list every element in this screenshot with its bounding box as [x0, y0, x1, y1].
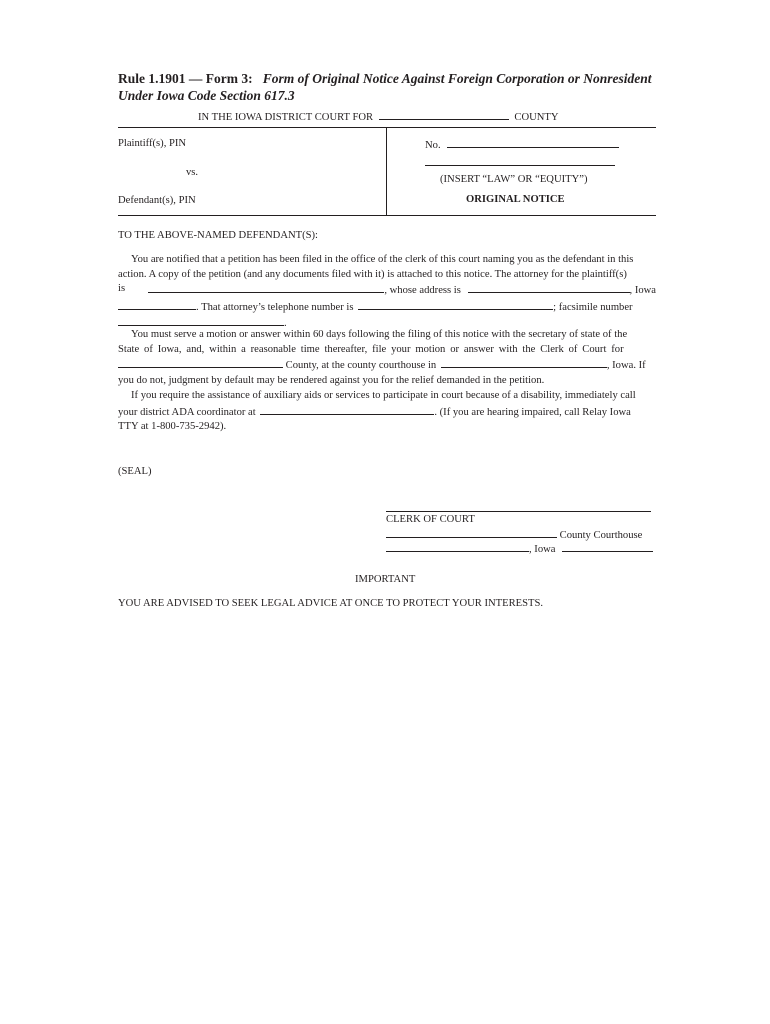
title-line-2: Under Iowa Code Section 617.3 [118, 88, 295, 103]
paragraph-service [118, 328, 656, 388]
p3-line-3: TTY at 1-800-735-2942). [118, 421, 227, 433]
case-number-field[interactable] [447, 137, 619, 148]
p2-line-3 [118, 357, 656, 374]
p1-line-2: action. A copy of the petition (and any documents filed with it) is attached to this notice. The attorney for the plaintiff(s) [118, 268, 627, 280]
p2-county-label: County, at the county courthouse in [285, 360, 437, 372]
vs-label: vs. [186, 167, 199, 178]
caption-bottom-rule [118, 215, 656, 216]
legal-advice-notice: YOU ARE ADVISED TO SEEK LEGAL ADVICE AT ONCE TO PROTECT YOUR INTERESTS. [118, 598, 544, 609]
courthouse-zip-field[interactable] [562, 541, 653, 552]
original-notice-heading: ORIGINAL NOTICE [466, 194, 565, 205]
paragraph-petition [118, 253, 656, 332]
title-line-1: Form of Original Notice Against Foreign Corporation or Nonresident [262, 71, 652, 86]
attorney-zip-field[interactable] [118, 299, 196, 310]
p1-phone-label: . That attorney’s telephone number is [196, 301, 354, 313]
p3-line-1: If you require the assistance of auxiliary aids or services to participate in court because of a disability, immediately call [131, 390, 636, 401]
court-suffix: COUNTY [514, 112, 559, 123]
courthouse-county-field[interactable] [386, 527, 557, 538]
p1-line-1: You are notified that a petition has been filed in the office of the clerk of this court naming you as the defendant in this [131, 254, 634, 265]
form-title-cont [118, 87, 295, 104]
court-line [198, 109, 559, 125]
caption-divider [386, 127, 387, 216]
p1-line-4 [118, 299, 656, 316]
p2-iowa-if: , Iowa. If [606, 360, 646, 372]
p1-iowa: , Iowa [629, 285, 656, 297]
courthouse-city-sig-field[interactable] [386, 541, 529, 552]
p1-line-3 [118, 282, 656, 299]
p3-relay: . (If you are hearing impaired, call Relay Iowa [434, 406, 631, 418]
p3-ada-label: your district ADA coordinator at [118, 406, 256, 418]
defendant-label: Defendant(s), PIN [118, 195, 196, 206]
attorney-name-field[interactable] [148, 282, 384, 293]
addressee: TO THE ABOVE-NAMED DEFENDANT(S): [118, 230, 318, 241]
case-type-field[interactable] [425, 165, 615, 166]
courthouse-address-line [386, 541, 653, 557]
attorney-address-field[interactable] [468, 282, 630, 293]
attorney-phone-field[interactable] [358, 299, 553, 310]
rule-number: Rule 1.1901 — Form 3: [118, 71, 253, 86]
ada-coordinator-field[interactable] [260, 404, 434, 415]
court-prefix: IN THE IOWA DISTRICT COURT FOR [198, 112, 374, 123]
county-courthouse-label: County Courthouse [559, 530, 643, 541]
p1-address-label: , whose address is [384, 285, 461, 297]
service-county-field[interactable] [118, 357, 283, 368]
important-heading: IMPORTANT [355, 574, 416, 585]
form-title [118, 70, 652, 87]
p2-line-1: You must serve a motion or answer within 60 days following the filing of this notice with the secretary of state of the [131, 329, 628, 340]
seal-label: (SEAL) [118, 466, 152, 477]
clerk-of-court-label: CLERK OF COURT [386, 514, 475, 525]
attorney-fax-field[interactable] [118, 315, 284, 326]
case-number-line [425, 137, 619, 153]
p3-line-2 [118, 404, 656, 421]
case-number-label: No. [425, 140, 441, 151]
p1-period: . [284, 318, 287, 330]
courthouse-city-field[interactable] [441, 357, 607, 368]
clerk-signature-line[interactable] [386, 511, 651, 512]
p1-is: is [118, 283, 126, 295]
paragraph-ada [118, 389, 656, 435]
caption-top-rule [118, 127, 656, 128]
plaintiff-label: Plaintiff(s), PIN [118, 138, 187, 149]
p2-line-2: State of Iowa, and, within a reasonable time thereafter, file your motion or answer with the Clerk of Court for [118, 343, 624, 355]
p2-line-4: you do not, judgment by default may be rendered against you for the relief demanded in the petition. [118, 374, 545, 386]
p1-fax-label: ; facsimile number [553, 301, 633, 313]
sig-iowa-label: , Iowa [529, 544, 556, 555]
law-equity-label: (INSERT “LAW” OR “EQUITY”) [440, 174, 588, 185]
county-name-field[interactable] [379, 109, 509, 120]
